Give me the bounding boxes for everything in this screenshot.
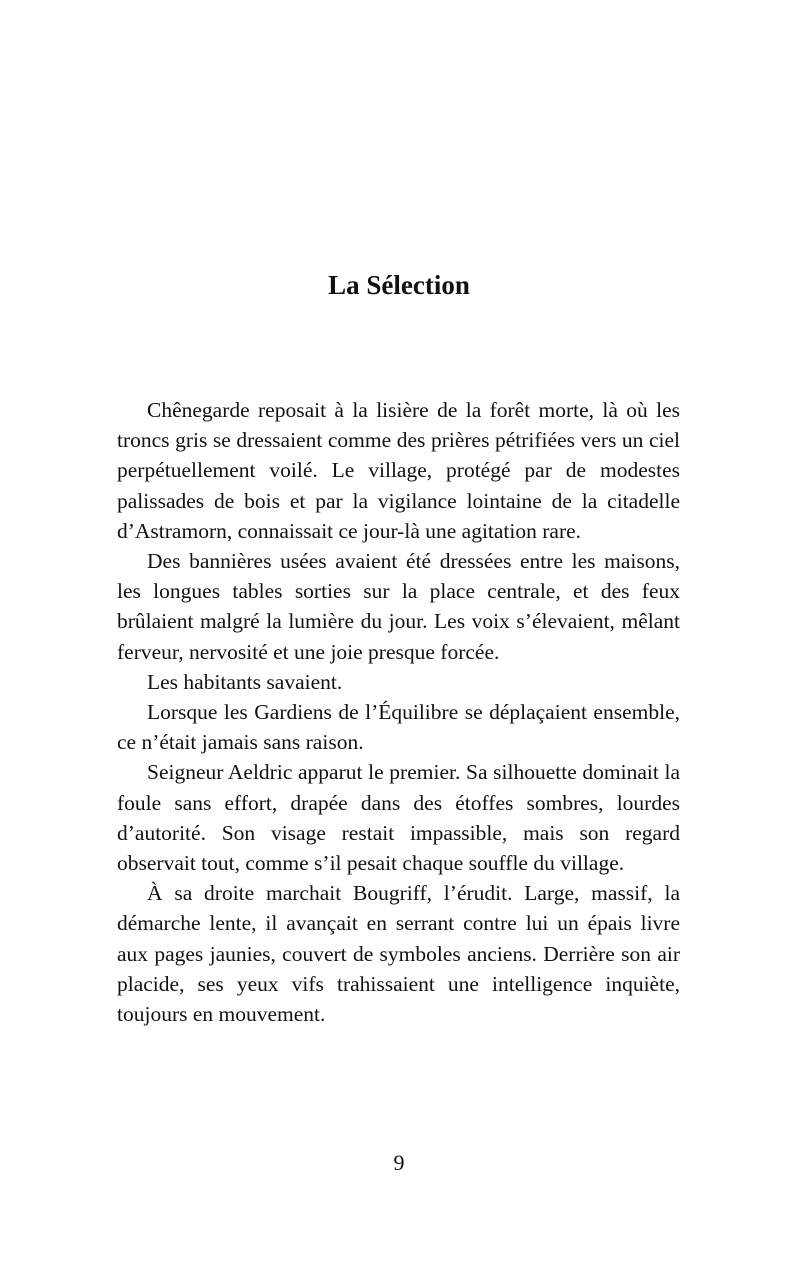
paragraph: À sa droite marchait Bougriff, l’érudit. Large, massif, la démarche lente, il avançait en serrant contre lui un épais livre aux pages jaunies, couvert de symboles anciens. Derrière son air placide, ses yeux vifs trahissaient une intelligence inquiète, toujours en mouvement. bbox=[117, 881, 680, 1027]
paragraph: Chênegarde reposait à la lisière de la forêt morte, là où les troncs gris se dressaient comme des prières pétrifiées vers un ciel perpétuellement voilé. Le village, protégé par de modestes palissades de bois et par la vigilance lointaine de la citadelle d’Astramorn, connaissait ce jour-là une agitation rare. bbox=[117, 398, 680, 543]
paragraph: Les habitants savaient. bbox=[147, 669, 343, 694]
paragraph: Lorsque les Gardiens de l’Équilibre se déplaçaient ensemble, ce n’était jamais sans raison. bbox=[117, 700, 680, 755]
chapter-title: La Sélection bbox=[328, 270, 470, 300]
paragraph: Des bannières usées avaient été dressées entre les maisons, les longues tables sorties sur la place centrale, et des feux brûlaient malgré la lumière du jour. Les voix s’élevaient, mêlant ferveur, nervosité et une joie presque forcée. bbox=[117, 549, 680, 664]
body-text bbox=[117, 395, 680, 1029]
paragraph: Seigneur Aeldric apparut le premier. Sa silhouette dominait la foule sans effort, drapée dans des étoffes sombres, lourdes d’autorité. Son visage restait impassible, mais son regard observait tout, comme s’il pesait chaque souffle du village. bbox=[117, 760, 680, 876]
page-number: 9 bbox=[393, 1150, 405, 1175]
